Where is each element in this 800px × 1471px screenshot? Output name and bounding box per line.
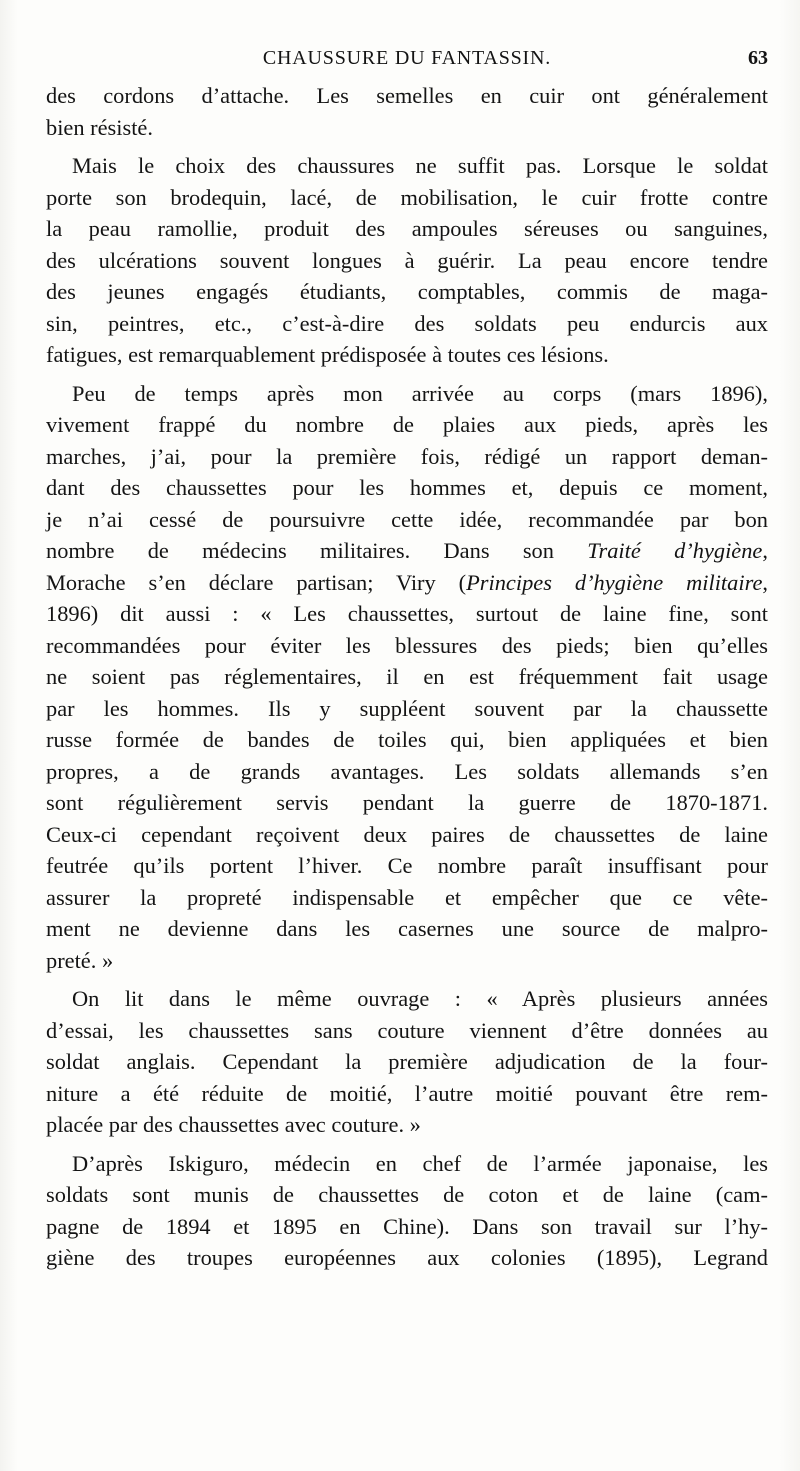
paragraph	[46, 1148, 768, 1274]
text-line: pagne de 1894 et 1895 en Chine). Dans son travail sur l’hy-	[46, 1213, 768, 1239]
text-line: des cordons d’attache. Les semelles en cuir ont généralement	[46, 83, 768, 108]
text-line: porte son brodequin, lacé, de mobilisation, le cuir frotte contre	[46, 184, 768, 210]
italic-title: Principes d’hygiène militaire	[466, 569, 763, 595]
text-line: sont régulièrement servis pendant la guerre de 1870-1871.	[46, 790, 768, 815]
paragraph	[46, 983, 768, 1141]
text-line: propres, a de grands avantages. Les soldats allemands s’en	[46, 758, 768, 784]
text-line	[46, 567, 768, 599]
text-line: placée par des chaussettes avec couture. »	[46, 1112, 421, 1137]
text-fragment: Morache s’en déclare partisan; Viry (	[46, 569, 467, 595]
text-line: soldats sont munis de chaussettes de coton et de laine (cam-	[46, 1182, 768, 1207]
text-line: Peu de temps après mon arrivée au corps (mars 1896),	[72, 380, 768, 406]
page-header	[46, 44, 768, 74]
text-line: ne soient pas réglementaires, il en est fréquemment fait usage	[46, 664, 768, 689]
text-line: je n’ai cessé de poursuivre cette idée, recommandée par bon	[46, 506, 768, 532]
text-line: On lit dans le même ouvrage : « Après plusieurs années	[72, 986, 768, 1011]
text-line: D’après Iskiguro, médecin en chef de l’armée japonaise, les	[72, 1150, 768, 1176]
text-line: vivement frappé du nombre de plaies aux pieds, après les	[46, 412, 768, 437]
text-line: marches, j’ai, pour la première fois, rédigé un rapport deman-	[46, 443, 768, 469]
text-line: des ulcérations souvent longues à guérir. La peau encore tendre	[46, 247, 768, 273]
paragraph	[46, 80, 768, 143]
text-line: 1896) dit aussi : « Les chaussettes, surtout de laine fine, sont	[46, 601, 768, 626]
text-line: dant des chaussettes pour les hommes et, depuis ce moment,	[46, 475, 768, 500]
page-number: 63	[748, 47, 768, 69]
text-line: fatigues, est remarquablement prédisposée à toutes ces lésions.	[46, 342, 609, 367]
text-line: la peau ramollie, produit des ampoules séreuses ou sanguines,	[46, 216, 768, 241]
paragraph	[46, 150, 768, 371]
text-fragment: ,	[762, 569, 768, 595]
text-line: soldat anglais. Cependant la première adjudication de la four-	[46, 1049, 768, 1074]
text-fragment: nombre de médecins militaires. Dans son	[46, 538, 554, 563]
text-line	[46, 535, 768, 567]
text-line: feutrée qu’ils portent l’hiver. Ce nombre paraît insuffisant pour	[46, 853, 768, 878]
text-line: Mais le choix des chaussures ne suffit pas. Lorsque le soldat	[72, 153, 768, 178]
text-fragment: ,	[762, 538, 768, 563]
body-text	[46, 80, 768, 1274]
running-title: CHAUSSURE DU FANTASSIN.	[262, 47, 552, 69]
text-line: par les hommes. Ils y suppléent souvent par la chaussette	[46, 695, 768, 721]
italic-title: Traité d’hygiène	[587, 538, 763, 563]
text-line: d’essai, les chaussettes sans couture viennent d’être données au	[46, 1017, 768, 1043]
text-line: recommandées pour éviter les blessures des pieds; bien qu’elles	[46, 632, 768, 658]
text-line: ment ne devienne dans les casernes une source de malpro-	[46, 916, 768, 941]
text-line: des jeunes engagés étudiants, comptables, commis de maga-	[46, 279, 768, 304]
text-line: sin, peintres, etc., c’est-à-dire des soldats peu endurcis aux	[46, 310, 768, 336]
text-line: assurer la propreté indispensable et empêcher que ce vête-	[46, 884, 768, 910]
text-line: russe formée de bandes de toiles qui, bien appliquées et bien	[46, 727, 768, 752]
paragraph	[46, 378, 768, 977]
text-line: Ceux-ci cependant reçoivent deux paires de chaussettes de laine	[46, 821, 768, 847]
text-line: preté. »	[46, 947, 114, 973]
text-line: niture a été réduite de moitié, l’autre moitié pouvant être rem-	[46, 1080, 768, 1106]
text-line: bien résisté.	[46, 114, 153, 140]
text-line: giène des troupes européennes aux colonies (1895), Legrand	[46, 1245, 768, 1270]
